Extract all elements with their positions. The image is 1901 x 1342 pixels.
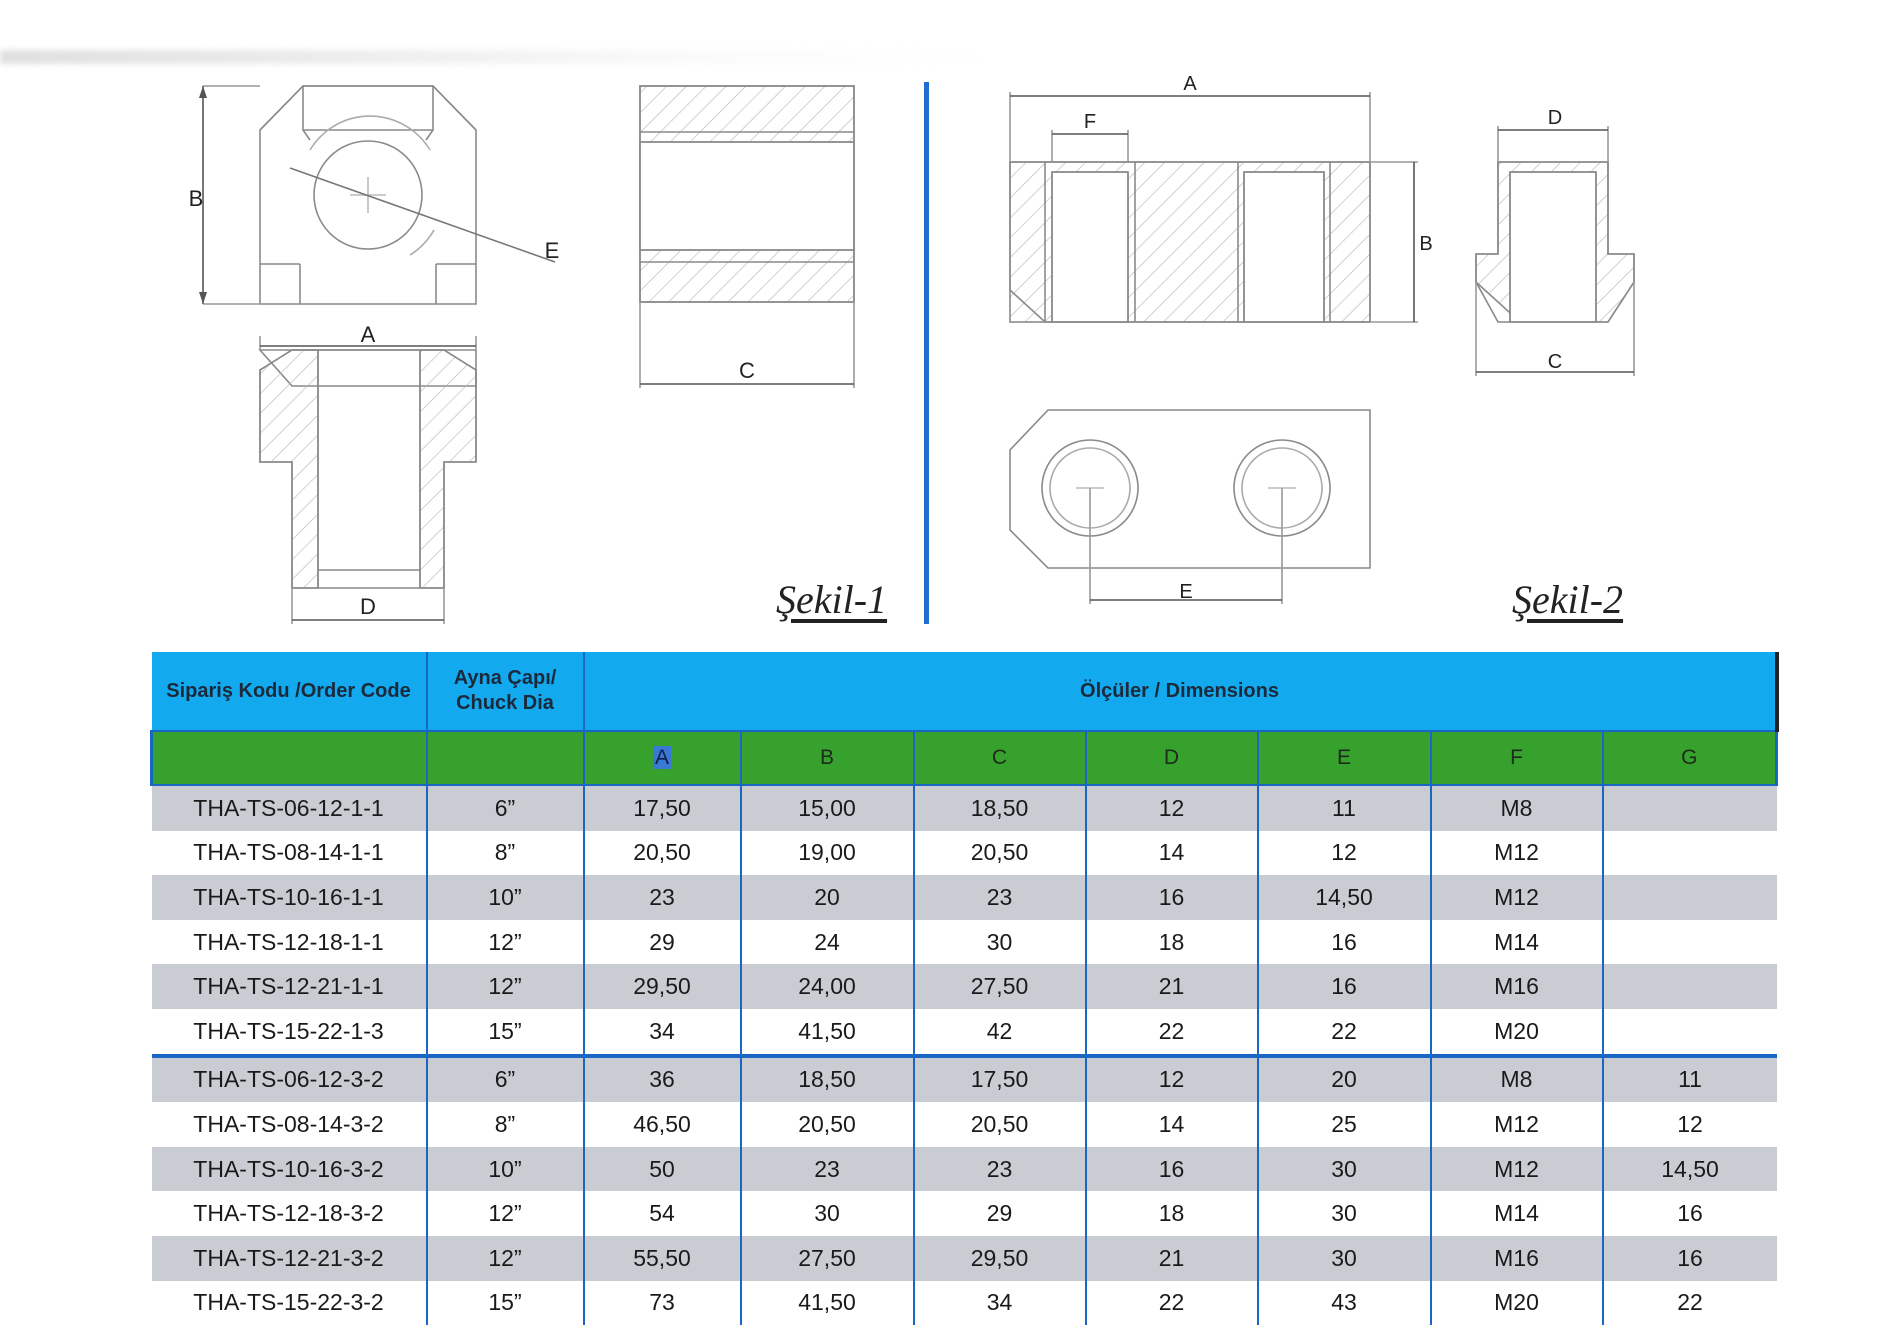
cell-b: 24,00	[741, 964, 914, 1009]
fig2-label-a: A	[1183, 73, 1197, 95]
cell-b: 18,50	[741, 1056, 914, 1103]
fig2-top-view	[1010, 410, 1370, 604]
cell-d: 21	[1086, 1236, 1258, 1281]
cell-a: 55,50	[584, 1236, 741, 1281]
cell-chuck: 12”	[427, 1236, 584, 1281]
fig1-label-a: A	[360, 322, 376, 347]
cell-code: THA-TS-12-21-3-2	[152, 1236, 427, 1281]
fig1-label-e: E	[544, 238, 560, 263]
cell-c: 18,50	[914, 785, 1086, 831]
cell-c: 34	[914, 1281, 1086, 1326]
fig2-label-d: D	[1547, 107, 1563, 129]
cell-b: 15,00	[741, 785, 914, 831]
table-row	[152, 1191, 1777, 1236]
cell-a: 29	[584, 920, 741, 965]
cell-g: 22	[1603, 1281, 1777, 1326]
cell-code: THA-TS-12-18-3-2	[152, 1191, 427, 1236]
cell-b: 24	[741, 920, 914, 965]
table-row	[152, 1281, 1777, 1326]
cell-a: 20,50	[584, 831, 741, 876]
cell-c: 23	[914, 1147, 1086, 1192]
cell-chuck: 15”	[427, 1009, 584, 1056]
cell-code: THA-TS-10-16-1-1	[152, 875, 427, 920]
cell-b: 19,00	[741, 831, 914, 876]
cell-g: 11	[1603, 1056, 1777, 1103]
cell-d: 12	[1086, 785, 1258, 831]
cell-a: 34	[584, 1009, 741, 1056]
cell-d: 14	[1086, 1102, 1258, 1147]
cell-f: M20	[1431, 1009, 1603, 1056]
cell-b: 23	[741, 1147, 914, 1192]
cell-f: M16	[1431, 1236, 1603, 1281]
fig2-end-view	[1476, 126, 1634, 376]
cell-d: 16	[1086, 1147, 1258, 1192]
cell-chuck: 10”	[427, 1147, 584, 1192]
fig1-label-b: B	[188, 186, 204, 211]
cell-c: 29,50	[914, 1236, 1086, 1281]
cell-d: 22	[1086, 1281, 1258, 1326]
figure-divider	[924, 82, 929, 624]
figure1-caption: Şekil-1	[776, 577, 888, 622]
table-row	[152, 1056, 1777, 1103]
cell-c: 20,50	[914, 831, 1086, 876]
cell-e: 16	[1258, 920, 1431, 965]
cell-a: 36	[584, 1056, 741, 1103]
table-header-row	[152, 652, 1777, 731]
cell-e: 14,50	[1258, 875, 1431, 920]
cell-d: 21	[1086, 964, 1258, 1009]
cell-b: 30	[741, 1191, 914, 1236]
cell-a: 29,50	[584, 964, 741, 1009]
fig1-label-c: C	[739, 358, 755, 383]
table-row	[152, 1102, 1777, 1147]
cell-b: 27,50	[741, 1236, 914, 1281]
cell-d: 18	[1086, 1191, 1258, 1236]
subheader-g: G	[1603, 731, 1777, 785]
subheader-f: F	[1431, 731, 1603, 785]
cell-f: M14	[1431, 1191, 1603, 1236]
table-row	[152, 964, 1777, 1009]
cell-chuck: 10”	[427, 875, 584, 920]
cell-chuck: 12”	[427, 920, 584, 965]
cell-b: 41,50	[741, 1009, 914, 1056]
cell-g	[1603, 964, 1777, 1009]
cell-f: M12	[1431, 1147, 1603, 1192]
cell-b: 20	[741, 875, 914, 920]
subheader-c: C	[914, 731, 1086, 785]
subheader-a-label: A	[654, 746, 669, 769]
cell-d: 14	[1086, 831, 1258, 876]
cell-b: 20,50	[741, 1102, 914, 1147]
subheader-e: E	[1258, 731, 1431, 785]
fig1-top-view	[199, 86, 555, 304]
table-row	[152, 875, 1777, 920]
cell-a: 23	[584, 875, 741, 920]
cell-e: 22	[1258, 1009, 1431, 1056]
cell-f: M14	[1431, 920, 1603, 965]
fig1-section-view	[260, 336, 476, 624]
cell-f: M12	[1431, 1102, 1603, 1147]
cell-d: 22	[1086, 1009, 1258, 1056]
technical-drawings	[0, 0, 1901, 650]
cell-g: 16	[1603, 1236, 1777, 1281]
dimensions-table	[150, 652, 1779, 1325]
cell-f: M16	[1431, 964, 1603, 1009]
cell-chuck: 12”	[427, 964, 584, 1009]
cell-a: 50	[584, 1147, 741, 1192]
subheader-b: B	[741, 731, 914, 785]
cell-e: 16	[1258, 964, 1431, 1009]
table-row	[152, 1147, 1777, 1192]
cell-code: THA-TS-06-12-3-2	[152, 1056, 427, 1103]
cell-code: THA-TS-06-12-1-1	[152, 785, 427, 831]
cell-e: 30	[1258, 1191, 1431, 1236]
cell-g	[1603, 920, 1777, 965]
cell-e: 11	[1258, 785, 1431, 831]
table-row	[152, 920, 1777, 965]
table-row	[152, 1236, 1777, 1281]
cell-chuck: 6”	[427, 1056, 584, 1103]
cell-d: 18	[1086, 920, 1258, 965]
header-dimensions: Ölçüler / Dimensions	[584, 652, 1777, 731]
cell-code: THA-TS-10-16-3-2	[152, 1147, 427, 1192]
cell-chuck: 8”	[427, 1102, 584, 1147]
cell-d: 12	[1086, 1056, 1258, 1103]
cell-c: 29	[914, 1191, 1086, 1236]
cell-c: 17,50	[914, 1056, 1086, 1103]
cell-chuck: 8”	[427, 831, 584, 876]
cell-g	[1603, 831, 1777, 876]
cell-f: M8	[1431, 785, 1603, 831]
header-order-code: Sipariş Kodu /Order Code	[152, 652, 427, 731]
cell-chuck: 12”	[427, 1191, 584, 1236]
cell-g: 12	[1603, 1102, 1777, 1147]
fig2-label-f: F	[1083, 111, 1097, 133]
subheader-d: D	[1086, 731, 1258, 785]
cell-g	[1603, 875, 1777, 920]
cell-g	[1603, 785, 1777, 831]
table-subheader-row	[152, 731, 1777, 785]
cell-f: M12	[1431, 875, 1603, 920]
cell-code: THA-TS-15-22-1-3	[152, 1009, 427, 1056]
cell-e: 43	[1258, 1281, 1431, 1326]
cell-a: 46,50	[584, 1102, 741, 1147]
table-body	[152, 785, 1777, 1325]
subheader-empty	[152, 731, 427, 785]
cell-f: M12	[1431, 831, 1603, 876]
cell-g: 14,50	[1603, 1147, 1777, 1192]
fig2-section-view	[1010, 92, 1418, 322]
table-row	[152, 831, 1777, 876]
cell-code: THA-TS-12-21-1-1	[152, 964, 427, 1009]
cell-g: 16	[1603, 1191, 1777, 1236]
cell-code: THA-TS-08-14-1-1	[152, 831, 427, 876]
subheader-a	[584, 731, 741, 785]
cell-e: 20	[1258, 1056, 1431, 1103]
figure2-caption: Şekil-2	[1512, 577, 1624, 622]
cell-code: THA-TS-15-22-3-2	[152, 1281, 427, 1326]
cell-g	[1603, 1009, 1777, 1056]
fig1-label-d: D	[360, 594, 376, 619]
cell-e: 12	[1258, 831, 1431, 876]
cell-e: 30	[1258, 1147, 1431, 1192]
cell-c: 20,50	[914, 1102, 1086, 1147]
fig2-label-c: C	[1547, 351, 1563, 373]
cell-code: THA-TS-12-18-1-1	[152, 920, 427, 965]
cell-c: 23	[914, 875, 1086, 920]
cell-d: 16	[1086, 875, 1258, 920]
cell-f: M8	[1431, 1056, 1603, 1103]
cell-chuck: 6”	[427, 785, 584, 831]
cell-c: 30	[914, 920, 1086, 965]
fig1-side-view	[640, 86, 854, 388]
fig2-label-b: B	[1419, 233, 1433, 255]
cell-chuck: 15”	[427, 1281, 584, 1326]
fig2-label-e: E	[1179, 581, 1193, 603]
cell-code: THA-TS-08-14-3-2	[152, 1102, 427, 1147]
cell-b: 41,50	[741, 1281, 914, 1326]
subheader-empty	[427, 731, 584, 785]
cell-c: 27,50	[914, 964, 1086, 1009]
cell-e: 30	[1258, 1236, 1431, 1281]
header-chuck-dia: Ayna Çapı/ Chuck Dia	[427, 652, 584, 731]
table-row	[152, 1009, 1777, 1056]
cell-a: 73	[584, 1281, 741, 1326]
cell-c: 42	[914, 1009, 1086, 1056]
cell-e: 25	[1258, 1102, 1431, 1147]
table-row	[152, 785, 1777, 831]
cell-a: 17,50	[584, 785, 741, 831]
cell-a: 54	[584, 1191, 741, 1236]
cell-f: M20	[1431, 1281, 1603, 1326]
